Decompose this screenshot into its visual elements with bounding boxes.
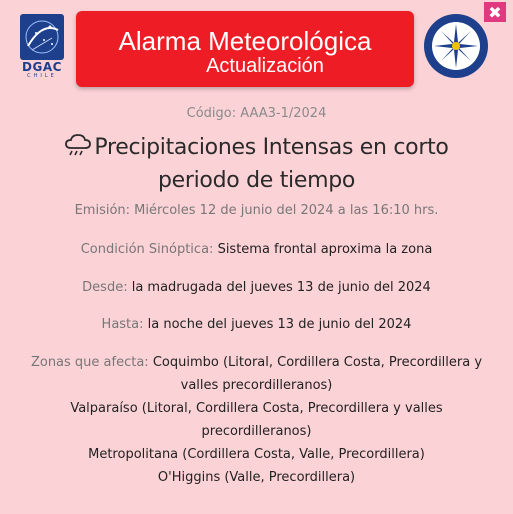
alert-code: Código: AAA3-1/2024 xyxy=(186,106,327,121)
zone-line: O'Higgins (Valle, Precordillera) xyxy=(157,470,356,485)
alert-title xyxy=(0,133,513,196)
zone-line: Coquimbo (Litoral, Cordillera Costa, Precordillera y xyxy=(152,355,483,370)
alert-title-line2: periodo de tiempo xyxy=(157,168,356,193)
from-row xyxy=(0,277,513,299)
emission-label: Emisión: xyxy=(74,203,131,218)
alert-title-line1: Precipitaciones Intensas en corto xyxy=(94,135,449,160)
until-value: la noche del jueves 13 de junio del 2024 xyxy=(147,317,412,332)
alert-banner xyxy=(76,11,414,87)
condition-row xyxy=(0,239,513,261)
zone-line: valles precordilleranos) xyxy=(180,378,333,393)
condition-value: Sistema frontal aproxima la zona xyxy=(217,242,433,257)
dgac-logo xyxy=(20,14,64,79)
banner-subtitle: Actualización xyxy=(206,55,324,77)
zone-line: Metropolitana (Cordillera Costa, Valle, Precordillera) xyxy=(88,447,425,462)
zones-block xyxy=(0,351,513,489)
zones-label: Zonas que afecta: xyxy=(30,355,149,370)
close-button[interactable] xyxy=(484,2,506,22)
meteochile-logo xyxy=(422,12,490,80)
from-value: la madrugada del jueves 13 de junio del 2024 xyxy=(131,280,431,295)
rain-cloud-icon xyxy=(64,133,92,166)
zone-line: Valparaíso (Litoral, Cordillera Costa, Precordillera y valles xyxy=(70,401,443,416)
banner-title: Alarma Meteorológica xyxy=(118,26,372,56)
until-row xyxy=(0,314,513,336)
dgac-emblem-icon xyxy=(20,14,64,60)
alert-header xyxy=(0,0,513,100)
close-icon[interactable]: ✖ xyxy=(488,2,502,22)
dgac-logo-text: DGAC xyxy=(22,60,62,74)
from-label: Desde: xyxy=(82,280,128,295)
condition-label: Condición Sinóptica: xyxy=(80,242,214,257)
zone-line: precordilleranos) xyxy=(201,424,312,439)
emission-row xyxy=(0,200,513,222)
dgac-logo-subtext: CHILE xyxy=(27,73,57,79)
emission-value: Miércoles 12 de junio del 2024 a las 16:10 hrs. xyxy=(134,203,439,218)
until-label: Hasta: xyxy=(101,317,144,332)
alert-body xyxy=(0,100,513,489)
